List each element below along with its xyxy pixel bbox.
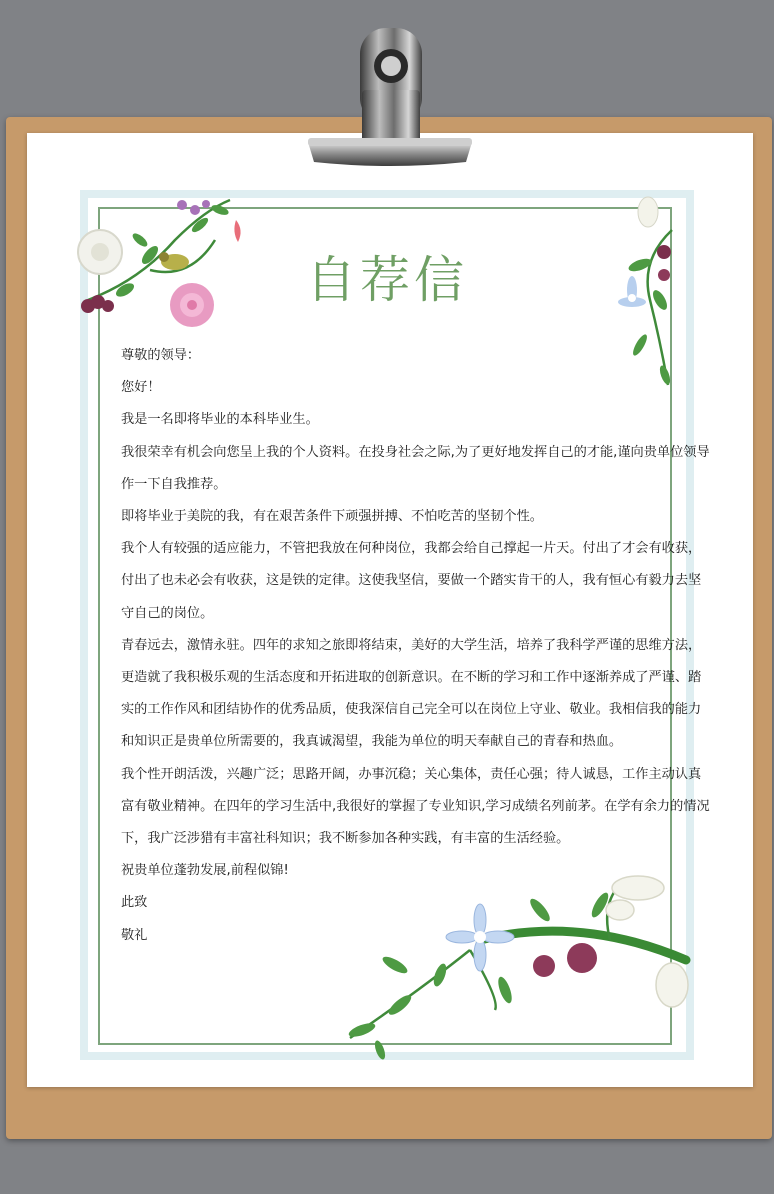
letter-line: 守自己的岗位。 [121, 605, 214, 621]
letter-line: 我是一名即将毕业的本科毕业生。 [121, 412, 319, 428]
letter-body [121, 340, 710, 952]
letter-line: 我很荣幸有机会向您呈上我的个人资料。在投身社会之际,为了更好地发挥自己的才能,谨向贵单位领导 [121, 444, 710, 460]
letter-line: 富有敬业精神。在四年的学习生活中,我很好的掌握了专业知识,学习成绩名列前茅。在学有余力的情况 [121, 798, 710, 814]
letter-line: 此致 [121, 895, 148, 911]
letter-line: 尊敬的领导： [121, 348, 201, 363]
letter-line: 付出了也未必会有收获，这是铁的定律。这使我坚信，要做一个踏实肯干的人，我有恒心有毅力去坚 [121, 573, 702, 589]
letter-line: 青春远去，激情永驻。四年的求知之旅即将结束，美好的大学生活，培养了我科学严谨的思维方法， [121, 637, 702, 653]
letter-line: 更造就了我积极乐观的生活态度和开拓进取的创新意识。在不断的学习和工作中逐渐养成了严谨、踏 [121, 670, 702, 686]
letter-line: 我个人有较强的适应能力，不管把我放在何种岗位，我都会给自己撑起一片天。付出了才会有收获， [121, 541, 702, 557]
letter-line: 您好！ [121, 380, 161, 396]
letter-line: 实的工作作风和团结协作的优秀品质，使我深信自己完全可以在岗位上守业、敬业。我相信我的能力 [121, 702, 702, 718]
letter-title: 自荐信 [306, 251, 468, 309]
letter-line: 我个性开朗活泼，兴趣广泛；思路开阔，办事沉稳；关心集体，责任心强；待人诚恳，工作主动认真 [121, 766, 702, 782]
letter-line: 下，我广泛涉猎有丰富社科知识；我不断参加各种实践，有丰富的生活经验。 [121, 831, 570, 847]
letter-line: 祝贵单位蓬勃发展,前程似锦! [121, 863, 289, 879]
letter-line: 作一下自我推荐。 [121, 476, 227, 492]
binder-clip-icon [300, 20, 480, 180]
letter-line: 和知识正是贵单位所需要的，我真诚渴望，我能为单位的明天奉献自己的青春和热血。 [121, 734, 623, 750]
letter-line: 敬礼 [121, 927, 148, 943]
letter-line: 即将毕业于美院的我，有在艰苦条件下顽强拼搏、不怕吃苦的坚韧个性。 [121, 509, 543, 525]
